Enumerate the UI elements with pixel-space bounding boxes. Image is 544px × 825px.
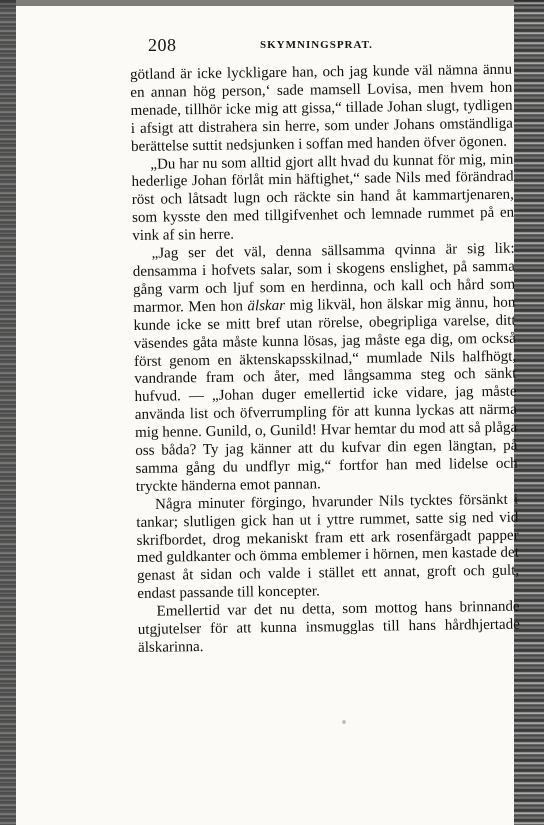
ink-smudge	[342, 720, 346, 724]
page-number: 208	[148, 35, 177, 55]
scan-left-edge	[0, 0, 16, 825]
scan-top-edge	[0, 0, 544, 6]
paragraph-3-emphasis: älskar	[247, 297, 286, 315]
paragraph-4: Några minuter förgingo, hvarunder Nils tycktes försänkt i tankar; slutligen gick han ut i yttre rummet, satte sig ned vid skrifbordet, drog mekaniskt fram ett ark rosenfärgadt papper med guldkanter och ömma emblemer i hörnen, men kastade det genast åt sidan och valde i stället ett annat, groft och gult, endast passande till koncepter.	[136, 491, 520, 603]
paragraph-5: Emellertid var det nu detta, som mottog hans brinnande utgjutelser för att kunna insmugglas till hans hårdhjertade älskarinna.	[137, 598, 520, 656]
paragraph-2: „Du har nu som alltid gjort allt hvad du kunnat för mig, min hederlige Johan förlåt min häftighet,“ sade Nils med förändrad röst och låtsadt lugn och räckte sin hand åt kammartjenaren, som kysste den med tillgifvenhet och lemnade rummet på en vink af sin herre.	[131, 151, 515, 245]
paragraph-3	[133, 241, 518, 497]
paragraph-1: götland är icke lyckligare han, och jag kunde väl nämna ännu en annan hög person,‘ sade mamsell Lovisa, men hvem hon menade, tillhör icke mig att gissa,“ tillade Johan slugt, tydligen i afsigt att distrahera sin herre, som under Johans omständliga berättelse suttit nedsjunken i soffan med handen öfver ögonen.	[130, 61, 513, 155]
running-title: SKYMNINGSPRAT.	[260, 39, 373, 51]
page-header	[148, 35, 508, 57]
scan-right-edge	[514, 0, 544, 825]
paragraph-3-part-1: „Jag ser det väl, denna sällsamma qvinna är sig lik: densamma i hofvets salar, som i skogens enslighet, på samma gång varm och ljuf som en herdinna, och kall och hård som marmor. Men hon	[132, 240, 516, 316]
paragraph-3-part-2: mig likväl, hon älskar mig ännu, hon kunde icke se mitt bref utan rörelse, obegripliga varelse, ditt väsendes gåta måste kunna lösas, jag måste ega dig, om också först genom en äktenskapsskilnad,“ mumlade Nils halfhögt, vandrande fram och åter, med långsamma steg och sänkt hufvud. — „Johan duger emellertid icke vidare, jag måste använda list och öfverrumpling för att kunna lyckas att närma mig henne. Gunild, o, Gunild! Hvar hemtar du mod att så plåga oss båda? Ty jag känner att du kufvar din egen längtan, på samma gång du undflyr mig,“ fortfor han med lidelse och tryckte händerna emot pannan.	[133, 294, 518, 495]
body-text	[130, 62, 520, 658]
